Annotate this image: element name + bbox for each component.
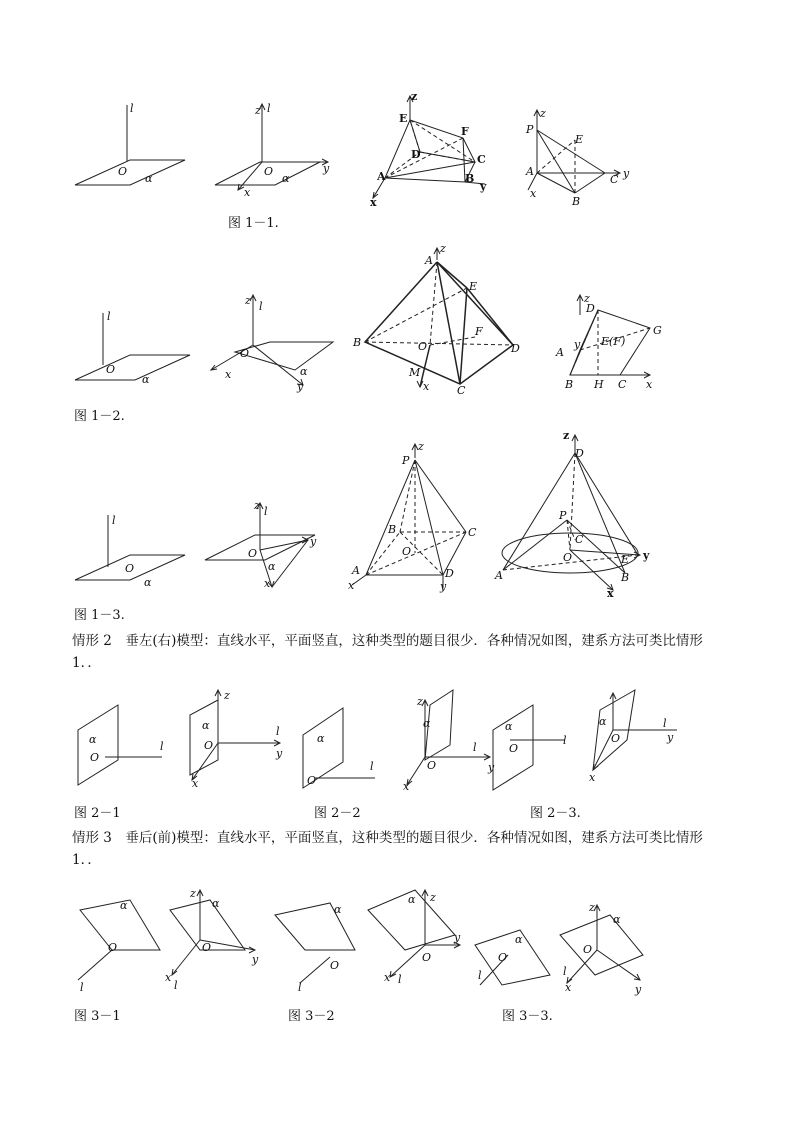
svg-text:y: y <box>310 535 317 548</box>
paragraph-case-3: 情形 3 垂后(前)模型：直线水平，平面竖直，这种类型的题目很少．各种情况如图，建系方法可类比情形 1．． <box>72 830 703 868</box>
svg-text:x: x <box>646 378 653 391</box>
svg-text:M: M <box>409 366 421 379</box>
svg-text:x: x <box>165 971 172 984</box>
svg-text:O: O <box>402 545 412 558</box>
figure-1-1-a <box>70 100 190 200</box>
svg-text:O: O <box>330 959 340 972</box>
svg-text:α: α <box>505 720 513 733</box>
caption-fig-2-2: 图 2－2 <box>314 806 361 821</box>
svg-text:O: O <box>418 340 428 353</box>
svg-text:l: l <box>130 102 134 115</box>
svg-text:O: O <box>108 941 118 954</box>
svg-text:l: l <box>276 725 280 738</box>
paragraph-case-2: 情形 2 垂左(右)模型：直线水平，平面竖直，这种类型的题目很少．各种情况如图，建系方法可类比情形 1．． <box>72 633 703 671</box>
figure-1-3-b <box>200 495 330 590</box>
svg-text:O: O <box>498 951 508 964</box>
svg-text:l: l <box>264 505 268 518</box>
svg-text:O: O <box>563 551 573 564</box>
figure-2-2-a <box>295 700 405 795</box>
svg-text:B: B <box>565 378 574 391</box>
svg-text:z: z <box>224 689 230 702</box>
svg-text:O: O <box>106 363 116 376</box>
svg-text:D: D <box>511 342 520 355</box>
svg-text:α: α <box>317 732 325 745</box>
svg-text:α: α <box>89 733 97 746</box>
svg-text:B: B <box>572 195 581 208</box>
figure-1-3-a <box>70 510 195 590</box>
svg-text:E: E <box>575 133 584 146</box>
svg-text:z: z <box>255 104 261 117</box>
svg-text:y: y <box>488 761 495 774</box>
svg-text:F: F <box>475 325 483 338</box>
caption-fig-2-1: 图 2－1 <box>74 806 121 821</box>
svg-text:E: E <box>469 280 478 293</box>
svg-text:z: z <box>254 499 260 512</box>
svg-text:α: α <box>423 717 431 730</box>
svg-text:O: O <box>509 742 519 755</box>
figure-2-3-b <box>585 685 695 785</box>
figure-1-1-c-prism <box>365 90 500 210</box>
svg-text:y: y <box>574 338 581 351</box>
svg-text:α: α <box>408 893 416 906</box>
svg-text:E(F): E(F) <box>601 335 626 348</box>
figure-2-1-a <box>70 695 180 795</box>
caption-fig-1-3: 图 1－3. <box>74 608 125 623</box>
svg-text:x: x <box>244 186 251 199</box>
figure-3-1-b <box>160 885 260 990</box>
svg-text:l: l <box>370 760 374 773</box>
svg-text:O: O <box>204 739 214 752</box>
svg-text:E: E <box>399 112 408 125</box>
figure-3-1-a <box>70 895 170 995</box>
svg-text:z: z <box>540 107 546 120</box>
svg-text:A: A <box>377 170 386 183</box>
svg-text:O: O <box>248 547 258 560</box>
figure-3-2-b <box>360 885 470 990</box>
svg-text:x: x <box>264 577 271 590</box>
svg-text:z: z <box>584 292 590 305</box>
svg-text:α: α <box>268 560 276 573</box>
svg-text:P: P <box>402 454 410 467</box>
svg-text:x: x <box>565 981 572 994</box>
svg-text:z: z <box>563 429 570 442</box>
svg-text:A: A <box>495 569 503 582</box>
svg-text:α: α <box>145 172 153 185</box>
svg-text:B: B <box>465 172 475 185</box>
caption-fig-3-3: 图 3－3. <box>502 1009 553 1024</box>
svg-text:y: y <box>643 549 650 562</box>
caption-fig-1-2: 图 1－2. <box>74 409 125 424</box>
figure-1-2-b <box>205 290 340 393</box>
svg-text:x: x <box>192 777 199 790</box>
svg-text:z: z <box>418 440 424 453</box>
svg-text:C: C <box>477 153 486 166</box>
svg-text:l: l <box>112 514 116 527</box>
svg-text:z: z <box>417 695 423 708</box>
svg-text:O: O <box>125 562 135 575</box>
figure-1-1-d-tetra <box>520 105 640 210</box>
svg-text:z: z <box>430 891 436 904</box>
svg-text:x: x <box>589 771 596 784</box>
svg-text:x: x <box>370 196 377 209</box>
figure-1-3-d-cone <box>495 425 655 600</box>
svg-text:α: α <box>212 897 220 910</box>
figure-1-3-c-pyramid <box>338 440 483 593</box>
caption-fig-3-1: 图 3－1 <box>74 1009 121 1024</box>
svg-text:z: z <box>440 242 446 255</box>
svg-text:l: l <box>259 300 263 313</box>
svg-text:O: O <box>307 774 317 787</box>
svg-text:B: B <box>621 571 630 584</box>
svg-text:C: C <box>610 173 619 186</box>
svg-text:x: x <box>348 579 355 592</box>
svg-text:z: z <box>245 294 251 307</box>
figure-1-2-d <box>550 290 660 390</box>
svg-text:y: y <box>323 162 330 175</box>
caption-fig-2-3: 图 2－3. <box>530 806 581 821</box>
svg-text:O: O <box>611 732 621 745</box>
figure-3-2-a <box>270 895 370 995</box>
svg-text:O: O <box>422 951 432 964</box>
svg-text:E: E <box>621 553 630 566</box>
svg-text:α: α <box>202 719 210 732</box>
svg-text:C: C <box>457 384 466 397</box>
svg-text:α: α <box>142 373 150 386</box>
svg-text:D: D <box>586 302 595 315</box>
svg-text:α: α <box>120 899 128 912</box>
svg-text:l: l <box>174 979 178 992</box>
svg-text:O: O <box>118 165 128 178</box>
svg-text:B: B <box>388 523 397 536</box>
svg-text:z: z <box>411 90 418 103</box>
svg-text:l: l <box>267 102 271 115</box>
figure-1-2-c-octahedron <box>345 242 535 397</box>
svg-text:A: A <box>352 564 360 577</box>
svg-text:H: H <box>594 378 604 391</box>
svg-text:A: A <box>425 254 433 267</box>
svg-text:x: x <box>384 971 391 984</box>
svg-text:O: O <box>264 165 274 178</box>
svg-text:l: l <box>398 973 402 986</box>
svg-text:α: α <box>300 365 308 378</box>
svg-text:x: x <box>225 368 232 381</box>
svg-text:x: x <box>607 587 614 600</box>
svg-text:y: y <box>480 180 487 193</box>
svg-text:l: l <box>160 740 164 753</box>
svg-text:O: O <box>202 941 212 954</box>
svg-text:D: D <box>411 148 421 161</box>
svg-text:l: l <box>80 981 84 994</box>
svg-text:y: y <box>667 731 674 744</box>
svg-text:C: C <box>468 526 477 539</box>
svg-text:α: α <box>613 913 621 926</box>
svg-text:F: F <box>461 125 469 138</box>
svg-text:x: x <box>530 187 537 200</box>
svg-text:A: A <box>556 346 564 359</box>
svg-text:O: O <box>240 347 250 360</box>
svg-text:y: y <box>297 380 304 393</box>
svg-text:D: D <box>445 567 454 580</box>
svg-text:l: l <box>107 310 111 323</box>
figure-3-3-a <box>470 925 560 995</box>
svg-text:P: P <box>559 509 567 522</box>
svg-text:l: l <box>473 741 477 754</box>
svg-text:O: O <box>427 759 437 772</box>
figure-2-1-b <box>180 685 285 790</box>
svg-text:l: l <box>478 969 482 982</box>
caption-fig-3-2: 图 3－2 <box>288 1009 335 1024</box>
caption-fig-1-1: 图 1－1. <box>228 216 279 231</box>
figure-1-2-a <box>70 305 195 390</box>
svg-text:B: B <box>353 336 362 349</box>
svg-text:D: D <box>575 447 584 460</box>
svg-text:l: l <box>663 717 667 730</box>
svg-text:α: α <box>515 933 523 946</box>
svg-text:α: α <box>599 715 607 728</box>
svg-text:A: A <box>526 165 534 178</box>
svg-text:y: y <box>440 580 447 593</box>
svg-text:α: α <box>144 576 152 589</box>
svg-text:y: y <box>252 953 259 966</box>
svg-text:l: l <box>563 734 567 747</box>
svg-text:y: y <box>454 931 461 944</box>
svg-text:α: α <box>282 172 290 185</box>
figure-3-3-b <box>555 895 665 995</box>
svg-text:y: y <box>623 167 630 180</box>
svg-text:x: x <box>403 780 410 793</box>
svg-text:P: P <box>526 123 534 136</box>
svg-text:x: x <box>423 380 430 393</box>
figure-1-1-b <box>210 100 340 200</box>
svg-text:α: α <box>334 903 342 916</box>
svg-text:C: C <box>618 378 627 391</box>
svg-text:l: l <box>298 981 302 994</box>
svg-text:l: l <box>563 965 567 978</box>
svg-text:z: z <box>589 901 595 914</box>
svg-text:O: O <box>583 943 593 956</box>
svg-text:O: O <box>90 751 100 764</box>
figure-2-3-a <box>485 700 595 795</box>
svg-text:C: C <box>575 533 584 546</box>
svg-text:z: z <box>190 887 196 900</box>
svg-text:y: y <box>276 747 283 760</box>
svg-text:G: G <box>653 324 662 337</box>
svg-text:y: y <box>635 983 642 996</box>
